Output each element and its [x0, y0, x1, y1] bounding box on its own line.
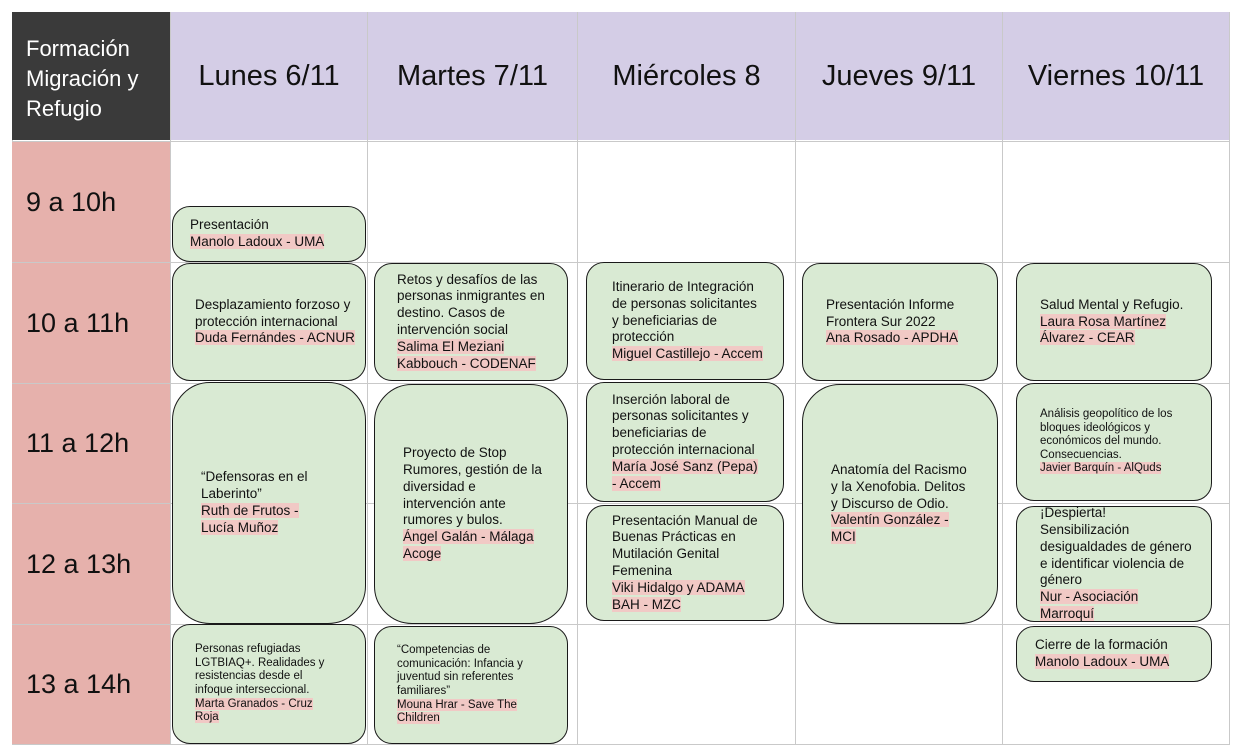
session-speaker: Miguel Castillejo - Accem — [612, 346, 763, 362]
time-slot: 11 a 12h — [12, 384, 170, 503]
session-title: Personas refugiadas LGTBIAQ+. Realidades y resistencias desde el infoque interseccional. — [195, 643, 325, 696]
session-card — [1016, 506, 1212, 622]
session-card — [1016, 263, 1212, 381]
session-title: Presentación Informe Frontera Sur 2022 — [826, 296, 955, 329]
session-speaker: Mouna Hrar - Save The Children — [397, 698, 517, 725]
session-speaker: Manolo Ladoux - UMA — [1035, 654, 1170, 669]
day-header-jueves: Jueves 9/11 — [796, 12, 1002, 140]
day-header-viernes: Viernes 10/11 — [1003, 12, 1229, 140]
session-speaker: Ana Rosado - APDHA — [826, 330, 959, 346]
session-title: Anatomía del Racismo y la Xenofobia. Delitos y Discurso de Odio. — [831, 462, 967, 511]
time-slot: 9 a 10h — [12, 142, 170, 262]
session-card — [1016, 383, 1212, 501]
grid-line — [12, 141, 1230, 142]
session-title: Desplazamiento forzoso y protección internacional — [195, 296, 351, 329]
session-card — [172, 263, 366, 381]
session-title: Inserción laboral de personas solicitantes y beneficiarias de protección internacional — [612, 391, 755, 457]
session-title: “Defensoras en el Laberinto” — [201, 469, 308, 502]
session-title: Presentación Manual de Buenas Prácticas en Mutilación Genital Femenina — [612, 512, 758, 578]
day-header-lunes: Lunes 6/11 — [171, 12, 367, 140]
day-header-miercoles: Miércoles 8 — [578, 12, 795, 140]
session-card — [172, 624, 366, 744]
session-speaker: Manolo Ladoux - UMA — [190, 234, 325, 249]
session-card — [1016, 626, 1212, 682]
time-slot: 10 a 11h — [12, 263, 170, 383]
session-card — [172, 382, 366, 624]
session-card — [586, 262, 784, 380]
session-card — [586, 382, 784, 502]
schedule-title — [12, 12, 170, 140]
session-speaker: Viki Hidalgo y ADAMA BAH - MZC — [612, 579, 745, 612]
session-card — [374, 263, 568, 381]
session-card — [374, 626, 568, 744]
title-line: Refugio — [26, 96, 102, 121]
session-card — [586, 505, 784, 621]
session-card — [802, 263, 998, 381]
session-title: ¡Despierta! Sensibilización desigualdades de género e identificar violencia de género — [1040, 505, 1192, 588]
session-speaker: Laura Rosa Martínez Álvarez - CEAR — [1040, 313, 1167, 346]
session-speaker: Ángel Galán - Málaga Acoge — [403, 529, 534, 561]
title-line: Migración y — [26, 66, 139, 91]
session-title: Retos y desafíos de las personas inmigrantes en destino. Casos de intervención social — [397, 271, 545, 337]
time-slot: 12 a 13h — [12, 504, 170, 624]
session-speaker: Nur - Asociación Marroquí — [1040, 589, 1139, 621]
session-speaker: Marta Granados - Cruz Roja — [195, 697, 313, 724]
session-title: “Competencias de comunicación: Infancia y juventud sin referentes familiares” — [397, 644, 523, 697]
session-speaker: Valentín González - MCI — [831, 512, 949, 545]
session-speaker: Javier Barquín - AlQuds — [1040, 462, 1162, 475]
session-speaker: Duda Fernándes - ACNUR — [195, 330, 355, 346]
session-title: Salud Mental y Refugio. — [1040, 296, 1184, 312]
session-card — [802, 384, 998, 624]
session-speaker: María José Sanz (Pepa) - Accem — [612, 458, 758, 491]
time-slot: 13 a 14h — [12, 625, 170, 744]
session-title: Itinerario de Integración de personas solicitantes y beneficiarias de protección — [612, 279, 757, 345]
day-header-martes: Martes 7/11 — [368, 12, 577, 140]
session-title: Presentación — [190, 217, 269, 233]
title-line: Formación — [26, 36, 130, 61]
session-title: Cierre de la formación — [1035, 637, 1168, 653]
session-card — [374, 384, 568, 624]
grid-line — [12, 744, 1230, 745]
grid-line — [1229, 12, 1230, 745]
session-title: Análisis geopolítico de los bloques ideológicos y económicos del mundo. Consecuencias. — [1040, 408, 1173, 461]
session-speaker: Ruth de Frutos - Lucía Muñoz — [201, 503, 299, 535]
session-speaker: Salima El Meziani Kabbouch - CODENAF — [397, 338, 536, 371]
session-card — [172, 206, 366, 262]
session-title: Proyecto de Stop Rumores, gestión de la diversidad e intervención ante rumores y bulos. — [403, 445, 542, 528]
